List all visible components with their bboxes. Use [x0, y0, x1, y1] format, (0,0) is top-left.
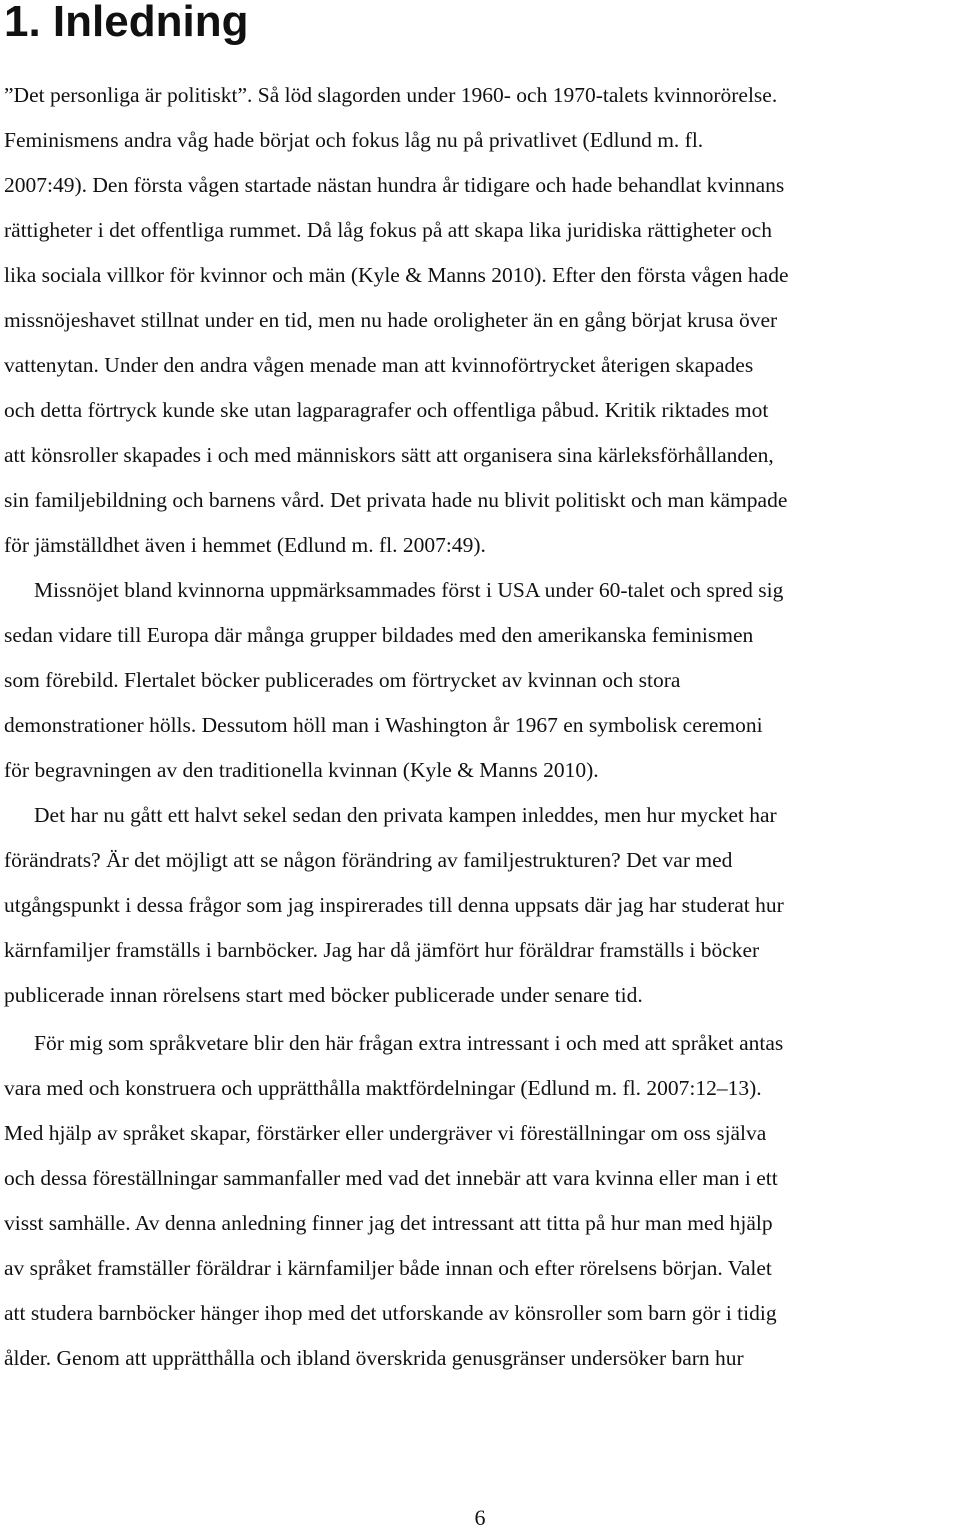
text-line: Det har nu gått ett halvt sekel sedan den privata kampen inleddes, men hur mycket har	[34, 803, 777, 827]
text-line: rättigheter i det offentliga rummet. Då låg fokus på att skapa lika juridiska rättigheter och	[4, 218, 772, 242]
text-line: förändrats? Är det möjligt att se någon förändring av familjestrukturen? Det var med	[4, 848, 733, 872]
text-line: demonstrationer hölls. Dessutom höll man i Washington år 1967 en symbolisk ceremoni	[4, 713, 763, 737]
text-line: Missnöjet bland kvinnorna uppmärksammades först i USA under 60-talet och spred sig	[34, 578, 784, 602]
text-line: lika sociala villkor för kvinnor och män (Kyle & Manns 2010). Efter den första vågen hade	[4, 263, 789, 287]
text-line: sin familjebildning och barnens vård. Det privata hade nu blivit politiskt och man kämpade	[4, 488, 788, 512]
text-line: ålder. Genom att upprätthålla och ibland överskrida genusgränser undersöker barn hur	[4, 1346, 744, 1370]
text-line: publicerade innan rörelsens start med böcker publicerade under senare tid.	[4, 983, 643, 1007]
text-line: ”Det personliga är politiskt”. Så löd slagorden under 1960- och 1970-talets kvinnorörelse.	[4, 83, 778, 107]
text-line: att studera barnböcker hänger ihop med det utforskande av könsroller som barn gör i tidig	[4, 1301, 777, 1325]
text-line: för begravningen av den traditionella kvinnan (Kyle & Manns 2010).	[4, 758, 599, 782]
text-line: För mig som språkvetare blir den här frågan extra intressant i och med att språket antas	[34, 1031, 784, 1055]
text-line: och detta förtryck kunde ske utan lagparagrafer och offentliga påbud. Kritik riktades mot	[4, 398, 769, 422]
text-line: av språket framställer föräldrar i kärnfamiljer både innan och efter rörelsens början. Valet	[4, 1256, 772, 1280]
text-line: Feminismens andra våg hade börjat och fokus låg nu på privatlivet (Edlund m. fl.	[4, 128, 704, 152]
text-line: 2007:49). Den första vågen startade nästan hundra år tidigare och hade behandlat kvinnans	[4, 173, 785, 197]
section-heading: 1. Inledning	[4, 0, 249, 46]
text-line: missnöjeshavet stillnat under en tid, men nu hade oroligheter än en gång börjat krusa över	[4, 308, 778, 332]
text-line: för jämställdhet även i hemmet (Edlund m. fl. 2007:49).	[4, 533, 486, 557]
text-line: vattenytan. Under den andra vågen menade man att kvinnoförtrycket återigen skapades	[4, 353, 754, 377]
text-line: Med hjälp av språket skapar, förstärker eller undergräver vi föreställningar om oss själva	[4, 1121, 767, 1145]
text-line: att könsroller skapades i och med människors sätt att organisera sina kärleksförhållanden,	[4, 443, 774, 467]
text-line: och dessa föreställningar sammanfaller med vad det innebär att vara kvinna eller man i ett	[4, 1166, 778, 1190]
text-line: visst samhälle. Av denna anledning finner jag det intressant att titta på hur man med hjälp	[4, 1211, 773, 1235]
text-line: kärnfamiljer framställs i barnböcker. Jag har då jämfört hur föräldrar framställs i böcker	[4, 938, 760, 962]
text-line: utgångspunkt i dessa frågor som jag inspirerades till denna uppsats där jag har studerat hur	[4, 893, 784, 917]
page-number: 6	[474, 1505, 486, 1530]
text-line: som förebild. Flertalet böcker publicerades om förtrycket av kvinnan och stora	[4, 668, 681, 692]
text-line: sedan vidare till Europa där många grupper bildades med den amerikanska feminismen	[4, 623, 754, 647]
text-line: vara med och konstruera och upprätthålla maktfördelningar (Edlund m. fl. 2007:12–13).	[4, 1076, 762, 1100]
